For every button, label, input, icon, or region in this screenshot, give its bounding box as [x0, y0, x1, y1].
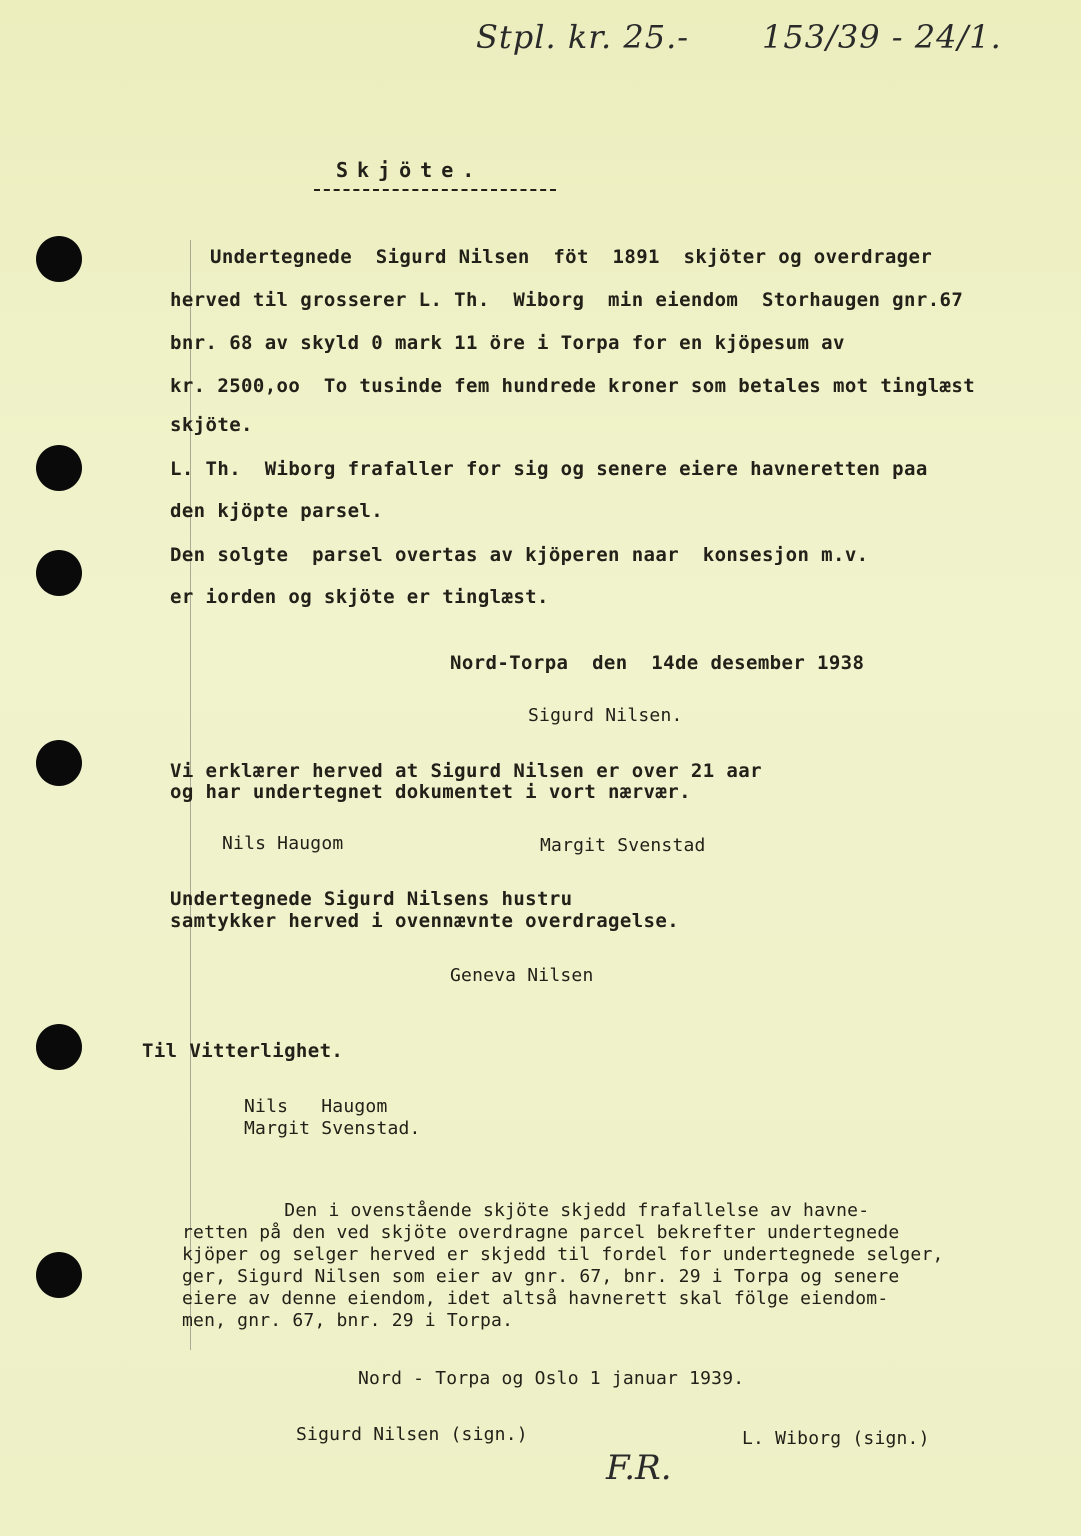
- body-line: bnr. 68 av skyld 0 mark 11 öre i Torpa for en kjöpesum av: [170, 332, 845, 354]
- consent-line: Undertegnede Sigurd Nilsens hustru: [170, 888, 573, 910]
- place-date: Nord - Torpa og Oslo 1 januar 1939.: [358, 1368, 745, 1389]
- stamp-fee: Stpl. kr. 25.-: [476, 18, 690, 56]
- signature-seller: Sigurd Nilsen.: [528, 705, 683, 726]
- body-line: herved til grosserer L. Th. Wiborg min eiendom Storhaugen gnr.67: [170, 289, 964, 311]
- addendum-line: kjöper og selger herved er skjedd til fordel for undertegnede selger,: [182, 1244, 944, 1265]
- punch-hole: [36, 1024, 82, 1070]
- attest-heading: Til Vitterlighet.: [142, 1040, 344, 1062]
- addendum-line: ger, Sigurd Nilsen som eier av gnr. 67, bnr. 29 i Torpa og senere: [182, 1266, 900, 1287]
- body-line: L. Th. Wiborg frafaller for sig og senere eiere havneretten paa: [170, 458, 928, 480]
- punch-hole: [36, 236, 82, 282]
- witness-name: Margit Svenstad: [540, 835, 706, 856]
- body-line: Den solgte parsel overtas av kjöperen naar konsesjon m.v.: [170, 544, 869, 566]
- signature-buyer: L. Wiborg (sign.): [742, 1428, 930, 1449]
- clerk-initials: F.R.: [606, 1448, 672, 1488]
- punch-hole: [36, 550, 82, 596]
- declaration-line: og har undertegnet dokumentet i vort nærvær.: [170, 781, 691, 803]
- signature-seller: Sigurd Nilsen (sign.): [296, 1424, 528, 1445]
- addendum-line: eiere av denne eiendom, idet altså havnerett skal fölge eiendom-: [182, 1288, 889, 1309]
- body-line: kr. 2500,oo To tusinde fem hundrede kroner som betales mot tinglæst: [170, 375, 976, 397]
- body-line: er iorden og skjöte er tinglæst.: [170, 586, 549, 608]
- addendum-line: retten på den ved skjöte overdragne parcel bekrefter undertegnede: [182, 1222, 900, 1243]
- consent-line: samtykker herved i ovennævnte overdragelse.: [170, 910, 680, 932]
- document-title: Skjöte.: [336, 158, 484, 182]
- registry-number: 153/39 - 24/1.: [762, 18, 1002, 56]
- attest-name: Nils Haugom: [244, 1096, 388, 1117]
- body-line: Undertegnede Sigurd Nilsen föt 1891 skjöter og overdrager: [210, 246, 933, 268]
- punch-hole: [36, 740, 82, 786]
- addendum-line: Den i ovenstående skjöte skjedd frafallelse av havne-: [196, 1200, 870, 1221]
- declaration-line: Vi erklærer herved at Sigurd Nilsen er over 21 aar: [170, 760, 762, 782]
- title-underline: [314, 189, 556, 191]
- punch-hole: [36, 445, 82, 491]
- attest-name: Margit Svenstad.: [244, 1118, 421, 1139]
- body-line: den kjöpte parsel.: [170, 500, 384, 522]
- punch-hole: [36, 1252, 82, 1298]
- addendum-line: men, gnr. 67, bnr. 29 i Torpa.: [182, 1310, 514, 1331]
- body-line: skjöte.: [170, 414, 253, 436]
- spouse-signature: Geneva Nilsen: [450, 965, 594, 986]
- witness-name: Nils Haugom: [222, 833, 344, 854]
- place-date: Nord-Torpa den 14de desember 1938: [450, 652, 865, 674]
